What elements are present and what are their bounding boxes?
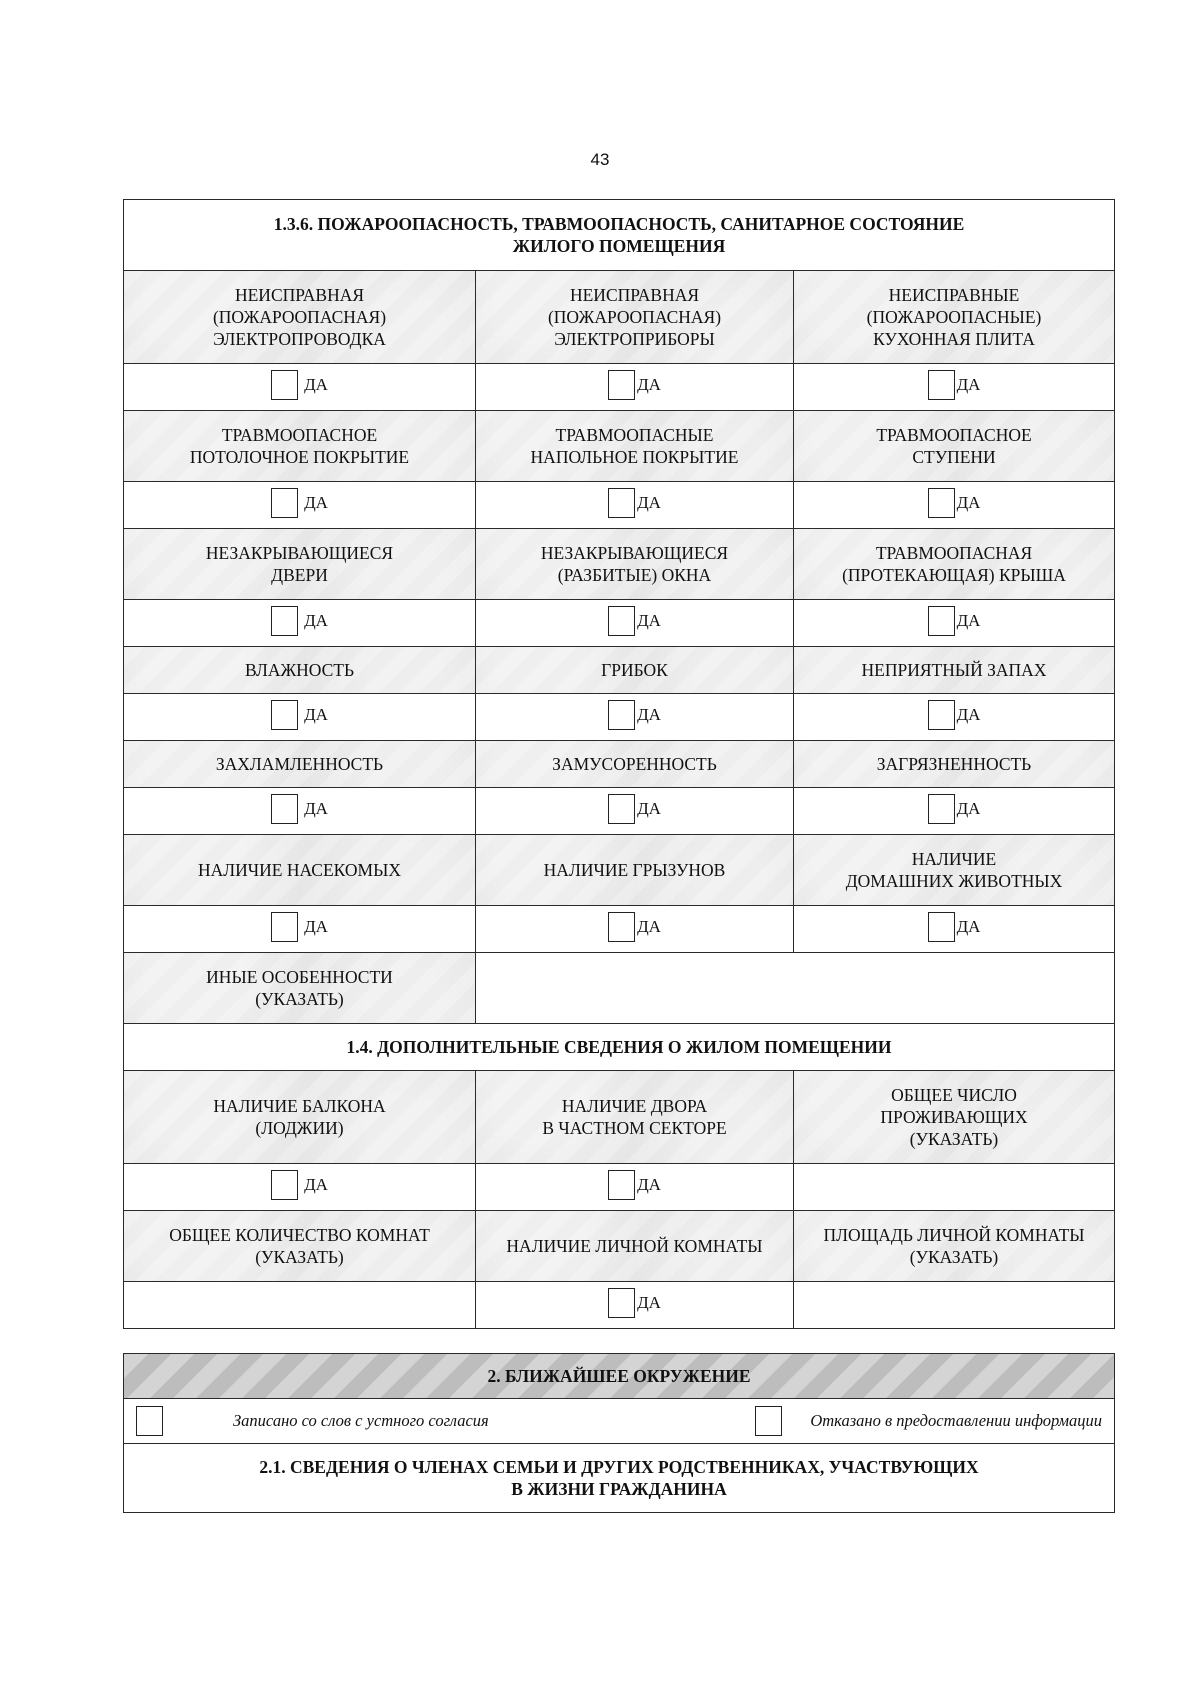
total-rooms-field[interactable] (124, 1282, 476, 1329)
label-other-features: ИНЫЕ ОСОБЕННОСТИ (УКАЗАТЬ) (124, 953, 476, 1024)
label-ceiling: ТРАВМООПАСНОЕ ПОТОЛОЧНОЕ ПОКРЫТИЕ (124, 411, 476, 482)
checkbox-box[interactable] (928, 794, 955, 824)
checkbox-odor[interactable]: ДА (928, 700, 981, 730)
checkbox-box[interactable] (928, 606, 955, 636)
section-1-3-6-table (123, 199, 1115, 1329)
checkbox-box[interactable] (928, 488, 955, 518)
checkbox-rodents[interactable]: ДА (608, 912, 661, 942)
checkbox-box[interactable] (136, 1406, 163, 1436)
checkbox-box[interactable] (928, 912, 955, 942)
label-floor: ТРАВМООПАСНЫЕ НАПОЛЬНОЕ ПОКРЫТИЕ (476, 411, 794, 482)
checkbox-pets[interactable]: ДА (928, 912, 981, 942)
checkbox-faulty-wiring[interactable]: ДА (271, 370, 328, 400)
room-area-field[interactable] (794, 1282, 1115, 1329)
label-residents: ОБЩЕЕ ЧИСЛО ПРОЖИВАЮЩИХ (УКАЗАТЬ) (794, 1071, 1115, 1164)
checkbox-roof[interactable]: ДА (928, 606, 981, 636)
checkbox-doors[interactable]: ДА (271, 606, 328, 636)
label-faulty-stove: НЕИСПРАВНЫЕ (ПОЖАРООПАСНЫЕ) КУХОННАЯ ПЛИТА (794, 271, 1115, 364)
label-faulty-appliances: НЕИСПРАВНАЯ (ПОЖАРООПАСНАЯ) ЭЛЕКТРОПРИБОРЫ (476, 271, 794, 364)
label-odor: НЕПРИЯТНЫЙ ЗАПАХ (794, 647, 1115, 694)
consent-option[interactable]: Записано со слов с устного согласия (136, 1406, 489, 1436)
checkbox-windows[interactable]: ДА (608, 606, 661, 636)
checkbox-box[interactable] (271, 912, 298, 942)
label-personal-room: НАЛИЧИЕ ЛИЧНОЙ КОМНАТЫ (476, 1211, 794, 1282)
label-doors: НЕЗАКРЫВАЮЩИЕСЯ ДВЕРИ (124, 529, 476, 600)
checkbox-box[interactable] (608, 1170, 635, 1200)
label-litter: ЗАМУСОРЕННОСТЬ (476, 741, 794, 788)
checkbox-humidity[interactable]: ДА (271, 700, 328, 730)
label-roof: ТРАВМООПАСНАЯ (ПРОТЕКАЮЩАЯ) КРЫША (794, 529, 1115, 600)
checkbox-insects[interactable]: ДА (271, 912, 328, 942)
label-humidity: ВЛАЖНОСТЬ (124, 647, 476, 694)
label-faulty-wiring: НЕИСПРАВНАЯ (ПОЖАРООПАСНАЯ) ЭЛЕКТРОПРОВОДКА (124, 271, 476, 364)
checkbox-fungus[interactable]: ДА (608, 700, 661, 730)
checkbox-box[interactable] (928, 700, 955, 730)
label-dirt: ЗАГРЯЗНЕННОСТЬ (794, 741, 1115, 788)
label-windows: НЕЗАКРЫВАЮЩИЕСЯ (РАЗБИТЫЕ) ОКНА (476, 529, 794, 600)
checkbox-faulty-stove[interactable]: ДА (928, 370, 981, 400)
label-room-area: ПЛОЩАДЬ ЛИЧНОЙ КОМНАТЫ (УКАЗАТЬ) (794, 1211, 1115, 1282)
label-clutter: ЗАХЛАМЛЕННОСТЬ (124, 741, 476, 788)
checkbox-box[interactable] (608, 700, 635, 730)
checkbox-personal-room[interactable]: ДА (608, 1288, 661, 1318)
checkbox-faulty-appliances[interactable]: ДА (608, 370, 661, 400)
checkbox-ceiling[interactable]: ДА (271, 488, 328, 518)
section-2-1-title: 2.1. СВЕДЕНИЯ О ЧЛЕНАХ СЕМЬИ И ДРУГИХ РОДСТВЕННИКАХ, УЧАСТВУЮЩИХ В ЖИЗНИ ГРАЖДАНИНА (124, 1444, 1115, 1513)
checkbox-box[interactable] (928, 370, 955, 400)
checkbox-steps[interactable]: ДА (928, 488, 981, 518)
refused-option[interactable]: Отказано в предоставлении информации (755, 1406, 1102, 1436)
checkbox-clutter[interactable]: ДА (271, 794, 328, 824)
checkbox-box[interactable] (271, 606, 298, 636)
checkbox-yard[interactable]: ДА (608, 1170, 661, 1200)
label-yard: НАЛИЧИЕ ДВОРА В ЧАСТНОМ СЕКТОРЕ (476, 1071, 794, 1164)
checkbox-box[interactable] (608, 488, 635, 518)
checkbox-box[interactable] (608, 606, 635, 636)
checkbox-box[interactable] (271, 370, 298, 400)
label-balcony: НАЛИЧИЕ БАЛКОНА (ЛОДЖИИ) (124, 1071, 476, 1164)
section-2-table (123, 1353, 1115, 1513)
checkbox-litter[interactable]: ДА (608, 794, 661, 824)
label-steps: ТРАВМООПАСНОЕ СТУПЕНИ (794, 411, 1115, 482)
checkbox-box[interactable] (271, 794, 298, 824)
checkbox-dirt[interactable]: ДА (928, 794, 981, 824)
label-rodents: НАЛИЧИЕ ГРЫЗУНОВ (476, 835, 794, 906)
checkbox-box[interactable] (271, 1170, 298, 1200)
label-fungus: ГРИБОК (476, 647, 794, 694)
section-1-3-6-title: 1.3.6. ПОЖАРООПАСНОСТЬ, ТРАВМООПАСНОСТЬ, САНИТАРНОЕ СОСТОЯНИЕ ЖИЛОГО ПОМЕЩЕНИЯ (124, 200, 1115, 271)
checkbox-box[interactable] (608, 1288, 635, 1318)
label-total-rooms: ОБЩЕЕ КОЛИЧЕСТВО КОМНАТ (УКАЗАТЬ) (124, 1211, 476, 1282)
other-features-field[interactable] (476, 953, 1115, 1024)
label-insects: НАЛИЧИЕ НАСЕКОМЫХ (124, 835, 476, 906)
checkbox-box[interactable] (755, 1406, 782, 1436)
checkbox-balcony[interactable]: ДА (271, 1170, 328, 1200)
checkbox-box[interactable] (271, 700, 298, 730)
residents-field[interactable] (794, 1164, 1115, 1211)
checkbox-box[interactable] (271, 488, 298, 518)
checkbox-box[interactable] (608, 912, 635, 942)
checkbox-floor[interactable]: ДА (608, 488, 661, 518)
section-1-4-title: 1.4. ДОПОЛНИТЕЛЬНЫЕ СВЕДЕНИЯ О ЖИЛОМ ПОМЕЩЕНИИ (124, 1024, 1115, 1071)
checkbox-box[interactable] (608, 370, 635, 400)
label-pets: НАЛИЧИЕ ДОМАШНИХ ЖИВОТНЫХ (794, 835, 1115, 906)
page-number: 43 (590, 150, 610, 169)
checkbox-box[interactable] (608, 794, 635, 824)
section-2-title: 2. БЛИЖАЙШЕЕ ОКРУЖЕНИЕ (124, 1354, 1115, 1399)
